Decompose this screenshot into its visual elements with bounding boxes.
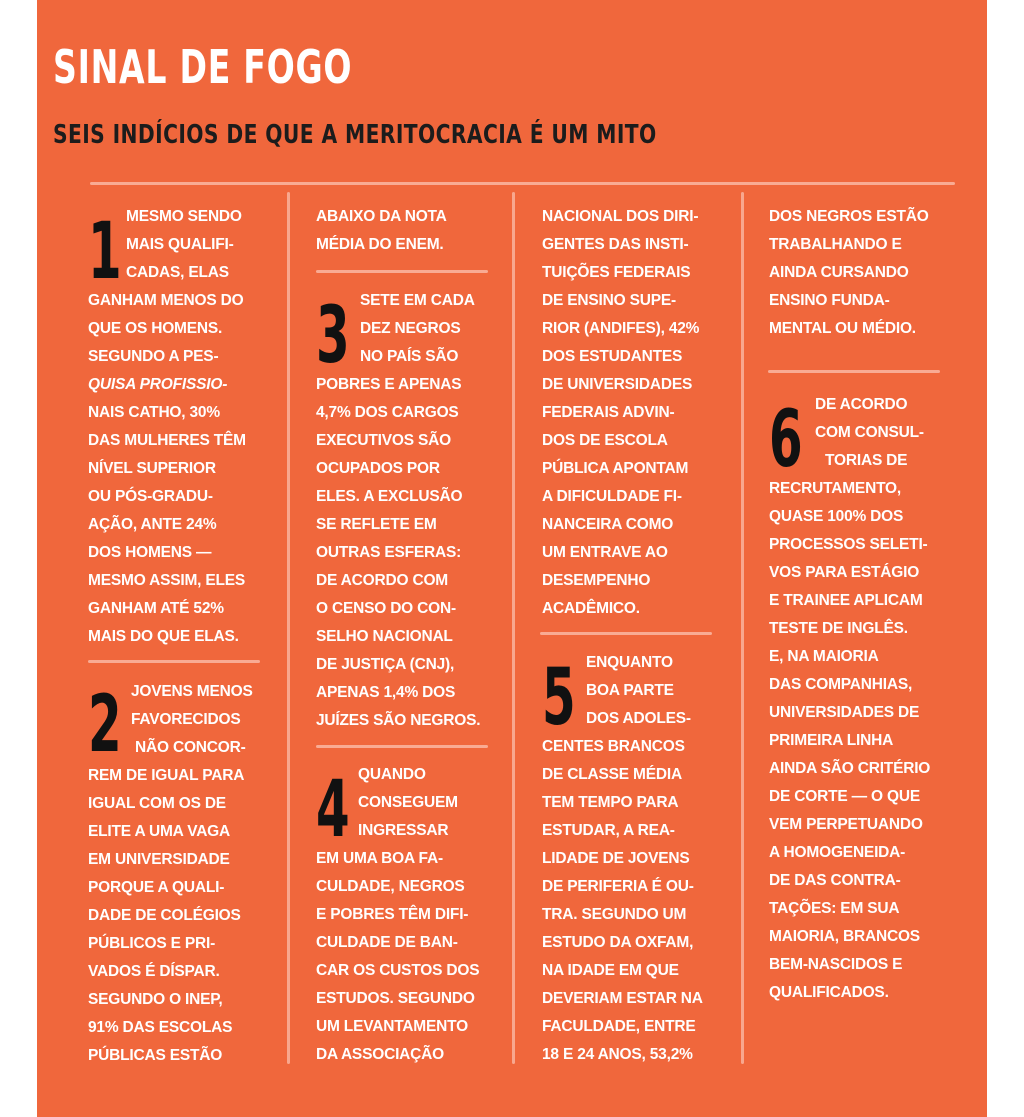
item-4-text	[316, 761, 479, 1069]
text-line: QUALIFICADOS.	[769, 984, 889, 1001]
text-line: PORQUE A QUALI-	[88, 879, 225, 896]
column-2	[316, 203, 492, 1063]
text-line: CADAS, ELAS	[126, 264, 229, 281]
text-line: ENSINO FUNDA-	[769, 292, 890, 309]
text-line: ELES. A EXCLUSÃO	[316, 488, 463, 505]
text-line: DAS COMPANHIAS,	[769, 676, 913, 693]
item-2-text	[88, 678, 253, 1070]
text-line: DE DAS CONTRA-	[769, 872, 901, 889]
text-line: NANCEIRA COMO	[542, 516, 674, 533]
text-line: MAIORIA, BRANCOS	[769, 928, 920, 945]
text-line: INGRESSAR	[358, 822, 449, 839]
text-line: NA IDADE EM QUE	[542, 962, 679, 979]
text-line: FEDERAIS ADVIN-	[542, 404, 675, 421]
item-5-text	[542, 649, 703, 1069]
text-line: DE ENSINO SUPE-	[542, 292, 676, 309]
text-line: FACULDADE, ENTRE	[542, 1018, 696, 1035]
text-line: NACIONAL DOS DIRI-	[542, 208, 699, 225]
text-line: PÚBLICAS ESTÃO	[88, 1047, 223, 1064]
text-line: SETE EM CADA	[360, 292, 475, 309]
text-line: GANHAM MENOS DO	[88, 292, 244, 309]
item-number: 3	[316, 291, 350, 381]
text-line: NÃO CONCOR-	[135, 739, 246, 756]
text-line: FAVORECIDOS	[131, 711, 241, 728]
text-line: OU PÓS-GRADU-	[88, 488, 213, 505]
text-line: AINDA CURSANDO	[769, 264, 909, 281]
text-line: ENQUANTO	[586, 654, 673, 671]
text-line: RIOR (ANDIFES), 42%	[542, 320, 700, 337]
column-3	[542, 203, 718, 1063]
item-4-continued	[542, 203, 699, 623]
text-line: REM DE IGUAL PARA	[88, 767, 245, 784]
text-line: NO PAÍS SÃO	[360, 348, 459, 365]
text-line: QUANDO	[358, 766, 426, 783]
text-line: VADOS É DÍSPAR.	[88, 963, 220, 980]
text-line: A DIFICULDADE FI-	[542, 488, 682, 505]
text-line: DE UNIVERSIDADES	[542, 376, 693, 393]
text-line: TAÇÕES: EM SUA	[769, 900, 900, 917]
text-line: BOA PARTE	[586, 682, 674, 699]
text-line: LIDADE DE JOVENS	[542, 850, 690, 867]
text-line: E TRAINEE APLICAM	[769, 592, 923, 609]
text-line: ESTUDAR, A REA-	[542, 822, 675, 839]
text-line: DOS ESTUDANTES	[542, 348, 683, 365]
text-line: UNIVERSIDADES DE	[769, 704, 920, 721]
item-5-continued	[769, 203, 929, 343]
text-line: PÚBLICOS E PRI-	[88, 935, 216, 952]
text-line: 4,7% DOS CARGOS	[316, 404, 459, 421]
text-line: AÇÃO, ANTE 24%	[88, 516, 217, 533]
item-number: 2	[88, 680, 122, 770]
header-divider	[90, 182, 955, 185]
text-line: DE JUSTIÇA (CNJ),	[316, 656, 455, 673]
text-line: SEGUNDO A PES-	[88, 348, 219, 365]
column-divider	[512, 192, 515, 1064]
text-line: ACADÊMICO.	[542, 600, 640, 617]
item-number: 6	[769, 395, 803, 485]
text-line: DAS MULHERES TÊM	[88, 432, 246, 449]
text-line: IGUAL COM OS DE	[88, 795, 226, 812]
text-line: CULDADE, NEGROS	[316, 878, 465, 895]
text-line: ABAIXO DA NOTA	[316, 208, 447, 225]
item-2-continued	[316, 203, 447, 259]
text-line: TESTE DE INGLÊS.	[769, 620, 908, 637]
text-line: UM LEVANTAMENTO	[316, 1018, 468, 1035]
text-line: DE ACORDO COM	[316, 572, 449, 589]
item-3-text	[316, 287, 480, 735]
item-number: 5	[542, 653, 576, 743]
text-line: MESMO ASSIM, ELES	[88, 572, 246, 589]
text-line: ELITE A UMA VAGA	[88, 823, 231, 840]
text-line: CAR OS CUSTOS DOS	[316, 962, 480, 979]
text-line: DOS ADOLES-	[586, 710, 691, 727]
text-line: TORIAS DE	[825, 452, 908, 469]
text-line: MAIS QUALIFI-	[126, 236, 234, 253]
text-line: DOS NEGROS ESTÃO	[769, 208, 929, 225]
text-line: JOVENS MENOS	[131, 683, 253, 700]
text-line: UM ENTRAVE AO	[542, 544, 668, 561]
text-line: E POBRES TÊM DIFI-	[316, 906, 469, 923]
column-divider	[287, 192, 290, 1064]
text-line: TRA. SEGUNDO UM	[542, 906, 687, 923]
column-1	[88, 203, 264, 1063]
text-line: TRABALHANDO E	[769, 236, 902, 253]
item-6-text	[769, 391, 930, 1007]
text-line: O CENSO DO CON-	[316, 600, 456, 617]
text-line: POBRES E APENAS	[316, 376, 462, 393]
column-4	[769, 203, 945, 1063]
text-line: NÍVEL SUPERIOR	[88, 460, 216, 477]
text-line: PRIMEIRA LINHA	[769, 732, 894, 749]
text-line: AINDA SÃO CRITÉRIO	[769, 760, 931, 777]
text-line: CONSEGUEM	[358, 794, 458, 811]
column-divider	[741, 192, 744, 1064]
text-line: DE CORTE — O QUE	[769, 788, 920, 805]
text-line: EXECUTIVOS SÃO	[316, 432, 452, 449]
text-line: TEM TEMPO PARA	[542, 794, 679, 811]
text-line: MÉDIA DO ENEM.	[316, 236, 444, 253]
text-line: ESTUDO DA OXFAM,	[542, 934, 694, 951]
text-line: MENTAL OU MÉDIO.	[769, 320, 916, 337]
text-line: RECRUTAMENTO,	[769, 480, 902, 497]
text-line: QUISA PROFISSIO-	[88, 376, 228, 393]
text-line: PROCESSOS SELETI-	[769, 536, 928, 553]
text-line: DOS DE ESCOLA	[542, 432, 668, 449]
text-line: VOS PARA ESTÁGIO	[769, 564, 920, 581]
text-line: BEM-NASCIDOS E	[769, 956, 903, 973]
text-line: 18 E 24 ANOS, 53,2%	[542, 1046, 693, 1063]
text-line: DEVERIAM ESTAR NA	[542, 990, 703, 1007]
text-line: SELHO NACIONAL	[316, 628, 453, 645]
text-line: SEGUNDO O INEP,	[88, 991, 223, 1008]
text-line: 91% DAS ESCOLAS	[88, 1019, 233, 1036]
text-line: COM CONSUL-	[815, 424, 924, 441]
text-line: PÚBLICA APONTAM	[542, 460, 689, 477]
text-line: ESTUDOS. SEGUNDO	[316, 990, 475, 1007]
text-line: E, NA MAIORIA	[769, 648, 879, 665]
text-line: JUÍZES SÃO NEGROS.	[316, 712, 481, 729]
page-subtitle: SEIS INDÍCIOS DE QUE A MERITOCRACIA É UM MITO	[53, 120, 657, 150]
text-line: CENTES BRANCOS	[542, 738, 685, 755]
page-title: SINAL DE FOGO	[53, 40, 353, 94]
text-line: OCUPADOS POR	[316, 460, 440, 477]
text-line: QUE OS HOMENS.	[88, 320, 223, 337]
text-line: DE ACORDO	[815, 396, 908, 413]
text-line: QUASE 100% DOS	[769, 508, 904, 525]
text-line: DADE DE COLÉGIOS	[88, 907, 241, 924]
text-line: APENAS 1,4% DOS	[316, 684, 456, 701]
text-line: GANHAM ATÉ 52%	[88, 600, 224, 617]
text-line: OUTRAS ESFERAS:	[316, 544, 462, 561]
text-line: MESMO SENDO	[126, 208, 242, 225]
text-line: DE CLASSE MÉDIA	[542, 766, 682, 783]
text-line: DOS HOMENS —	[88, 544, 212, 561]
text-line: SE REFLETE EM	[316, 516, 437, 533]
item-1-text	[88, 203, 246, 651]
text-line: TUIÇÕES FEDERAIS	[542, 264, 691, 281]
text-line: VEM PERPETUANDO	[769, 816, 923, 833]
text-line: EM UNIVERSIDADE	[88, 851, 230, 868]
text-line: MAIS DO QUE ELAS.	[88, 628, 239, 645]
text-line: NAIS CATHO, 30%	[88, 404, 220, 421]
text-line: GENTES DAS INSTI-	[542, 236, 689, 253]
text-line: DE PERIFERIA É OU-	[542, 878, 694, 895]
text-line: DESEMPENHO	[542, 572, 651, 589]
text-line: A HOMOGENEIDA-	[769, 844, 906, 861]
item-number: 4	[316, 765, 350, 855]
text-line: CULDADE DE BAN-	[316, 934, 458, 951]
text-line: DEZ NEGROS	[360, 320, 461, 337]
text-line: EM UMA BOA FA-	[316, 850, 443, 867]
item-number: 1	[88, 207, 122, 297]
text-line: DA ASSOCIAÇÃO	[316, 1046, 445, 1063]
